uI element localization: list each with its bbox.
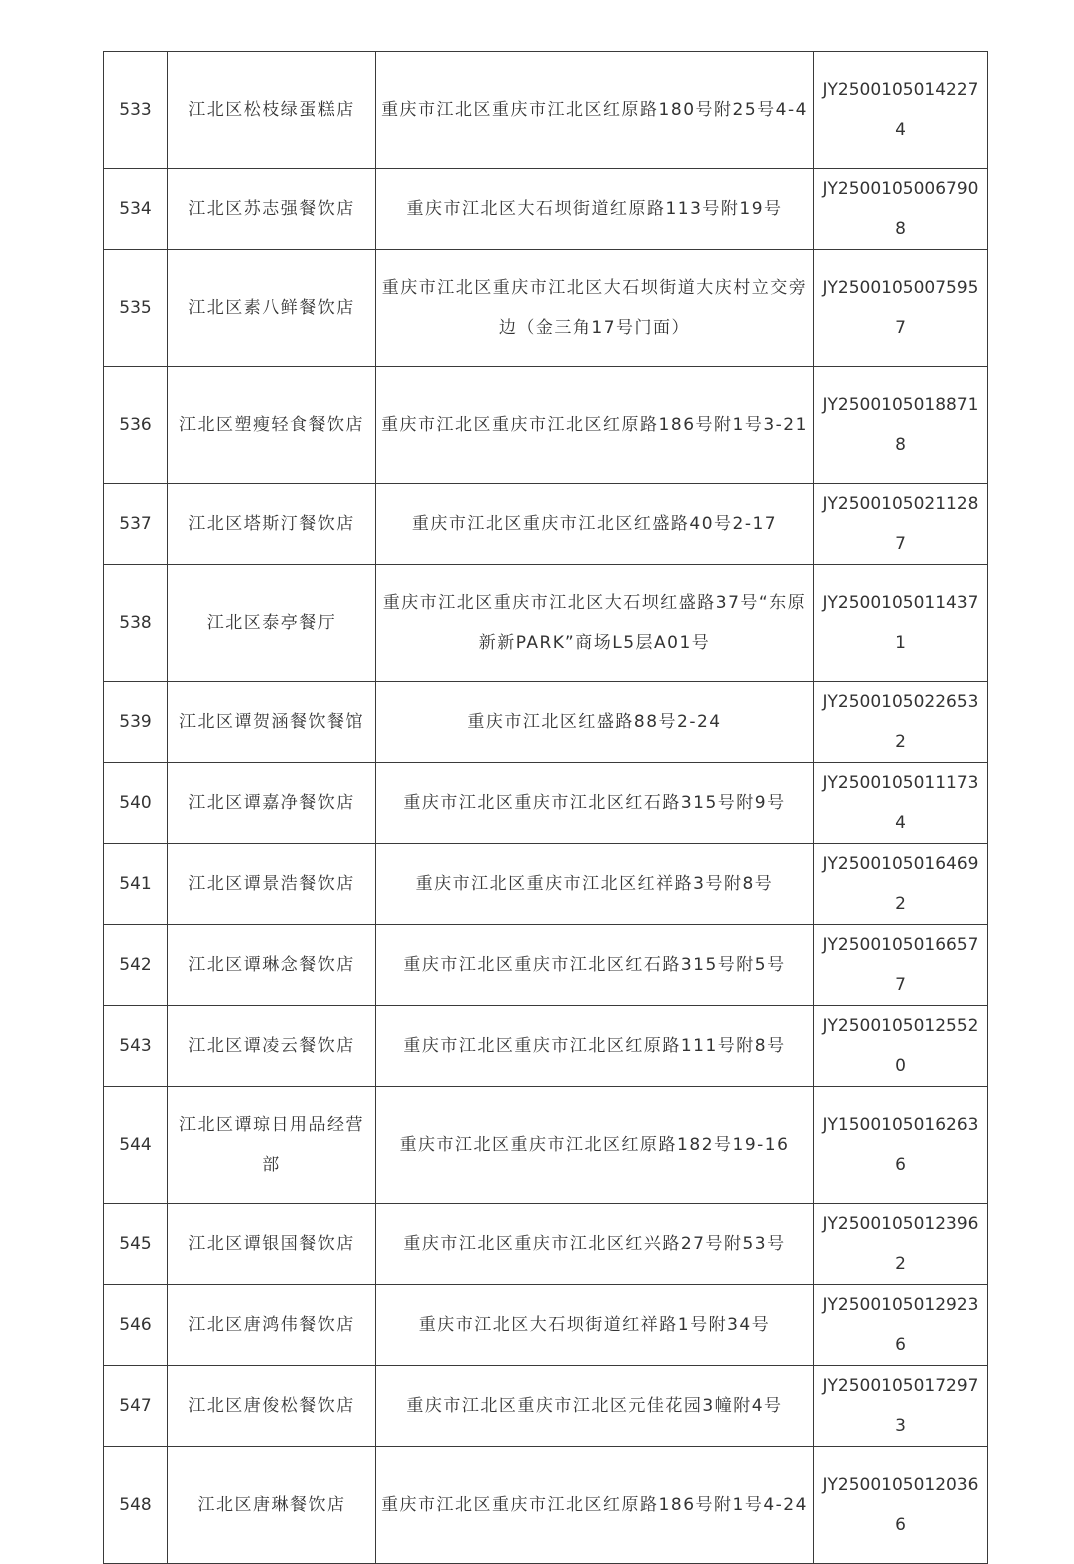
business-name: 江北区素八鲜餐饮店 <box>168 250 376 367</box>
row-number: 543 <box>104 1006 168 1087</box>
business-address: 重庆市江北区重庆市江北区大石坝街道大庆村立交旁边（金三角17号门面） <box>376 250 814 367</box>
license-number: JY25001050129236 <box>814 1285 988 1366</box>
license-number: JY25001050075957 <box>814 250 988 367</box>
business-address: 重庆市江北区重庆市江北区红石路315号附9号 <box>376 763 814 844</box>
business-address: 重庆市江北区重庆市江北区红盛路40号2-17 <box>376 484 814 565</box>
business-name: 江北区松枝绿蛋糕店 <box>168 52 376 169</box>
license-number: JY25001050123962 <box>814 1204 988 1285</box>
business-address: 重庆市江北区重庆市江北区红原路182号19-16 <box>376 1087 814 1204</box>
table-row <box>104 484 988 565</box>
business-name: 江北区泰亭餐厅 <box>168 565 376 682</box>
business-name: 江北区谭琼日用品经营部 <box>168 1087 376 1204</box>
business-address: 重庆市江北区重庆市江北区红原路186号附1号4-24 <box>376 1447 814 1564</box>
table-row <box>104 1366 988 1447</box>
business-name: 江北区塔斯汀餐饮店 <box>168 484 376 565</box>
table-row <box>104 844 988 925</box>
business-name: 江北区苏志强餐饮店 <box>168 169 376 250</box>
license-number: JY25001050120366 <box>814 1447 988 1564</box>
table-row <box>104 1204 988 1285</box>
license-number: JY25001050067908 <box>814 169 988 250</box>
business-address: 重庆市江北区重庆市江北区大石坝红盛路37号“东原新新PARK”商场L5层A01号 <box>376 565 814 682</box>
row-number: 540 <box>104 763 168 844</box>
business-address: 重庆市江北区重庆市江北区元佳花园3幢附4号 <box>376 1366 814 1447</box>
table-row <box>104 565 988 682</box>
row-number: 534 <box>104 169 168 250</box>
table-row <box>104 763 988 844</box>
business-name: 江北区唐琳餐饮店 <box>168 1447 376 1564</box>
business-address: 重庆市江北区重庆市江北区红石路315号附5号 <box>376 925 814 1006</box>
license-table <box>103 51 988 1564</box>
license-number: JY25001050166577 <box>814 925 988 1006</box>
row-number: 544 <box>104 1087 168 1204</box>
license-number: JY15001050162636 <box>814 1087 988 1204</box>
license-number: JY25001050226532 <box>814 682 988 763</box>
license-number: JY25001050111734 <box>814 763 988 844</box>
table-row <box>104 52 988 169</box>
business-name: 江北区谭凌云餐饮店 <box>168 1006 376 1087</box>
row-number: 541 <box>104 844 168 925</box>
business-address: 重庆市江北区重庆市江北区红原路111号附8号 <box>376 1006 814 1087</box>
license-number: JY25001050114371 <box>814 565 988 682</box>
row-number: 537 <box>104 484 168 565</box>
row-number: 535 <box>104 250 168 367</box>
table-row <box>104 925 988 1006</box>
business-name: 江北区唐鸿伟餐饮店 <box>168 1285 376 1366</box>
business-name: 江北区塑瘦轻食餐饮店 <box>168 367 376 484</box>
row-number: 548 <box>104 1447 168 1564</box>
table-row <box>104 169 988 250</box>
business-address: 重庆市江北区重庆市江北区红祥路3号附8号 <box>376 844 814 925</box>
license-number: JY25001050125520 <box>814 1006 988 1087</box>
business-name: 江北区唐俊松餐饮店 <box>168 1366 376 1447</box>
table-row <box>104 1087 988 1204</box>
table-row <box>104 1447 988 1564</box>
business-address: 重庆市江北区重庆市江北区红原路186号附1号3-21 <box>376 367 814 484</box>
business-name: 江北区谭贺涵餐饮餐馆 <box>168 682 376 763</box>
license-number: JY25001050164692 <box>814 844 988 925</box>
business-address: 重庆市江北区红盛路88号2-24 <box>376 682 814 763</box>
license-number: JY25001050172973 <box>814 1366 988 1447</box>
business-address: 重庆市江北区大石坝街道红原路113号附19号 <box>376 169 814 250</box>
table-row <box>104 1006 988 1087</box>
row-number: 545 <box>104 1204 168 1285</box>
table-row <box>104 367 988 484</box>
row-number: 533 <box>104 52 168 169</box>
business-address: 重庆市江北区大石坝街道红祥路1号附34号 <box>376 1285 814 1366</box>
row-number: 546 <box>104 1285 168 1366</box>
business-name: 江北区谭银国餐饮店 <box>168 1204 376 1285</box>
row-number: 542 <box>104 925 168 1006</box>
license-number: JY25001050188718 <box>814 367 988 484</box>
row-number: 538 <box>104 565 168 682</box>
row-number: 539 <box>104 682 168 763</box>
license-number: JY25001050142274 <box>814 52 988 169</box>
business-address: 重庆市江北区重庆市江北区红原路180号附25号4-4 <box>376 52 814 169</box>
table-row <box>104 1285 988 1366</box>
business-name: 江北区谭景浩餐饮店 <box>168 844 376 925</box>
business-name: 江北区谭嘉净餐饮店 <box>168 763 376 844</box>
business-address: 重庆市江北区重庆市江北区红兴路27号附53号 <box>376 1204 814 1285</box>
row-number: 536 <box>104 367 168 484</box>
license-number: JY25001050211287 <box>814 484 988 565</box>
table-row <box>104 250 988 367</box>
row-number: 547 <box>104 1366 168 1447</box>
table-row <box>104 682 988 763</box>
business-name: 江北区谭琳念餐饮店 <box>168 925 376 1006</box>
